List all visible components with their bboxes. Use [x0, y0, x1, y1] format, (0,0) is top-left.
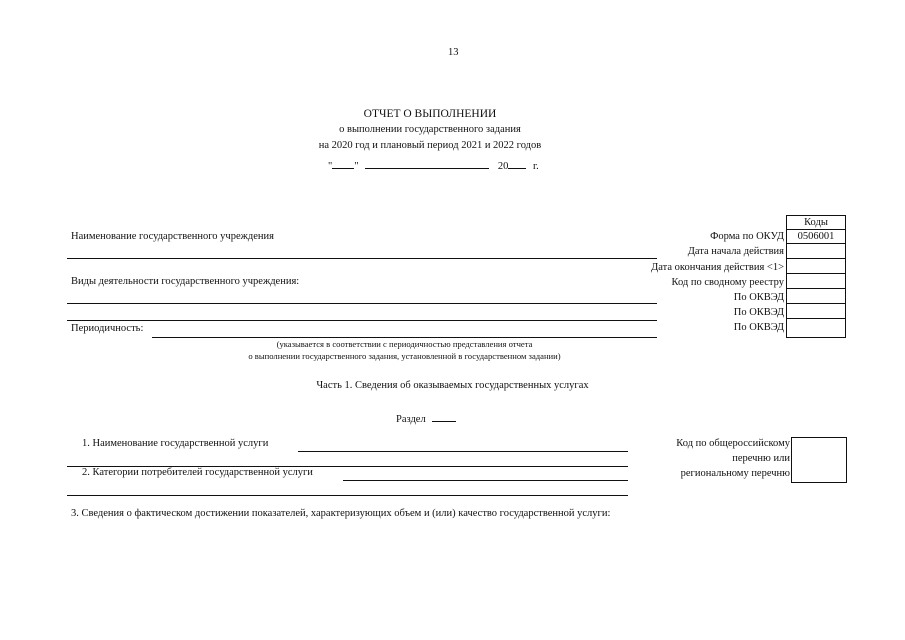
report-subtitle-1: о выполнении государственного задания: [339, 124, 521, 135]
activity-types-line-1[interactable]: [67, 303, 657, 304]
section-row: [396, 410, 456, 425]
date-quote-open: ": [328, 161, 333, 172]
periodicity-note-2: о выполнении государственного задания, установленной в государственном задании): [248, 351, 561, 361]
code-row-label: Форма по ОКУД: [710, 231, 784, 242]
section-label: Раздел: [396, 414, 426, 425]
part1-title: Часть 1. Сведения об оказываемых государственных услугах: [316, 380, 589, 391]
activity-types-label: Виды деятельности государственного учреждения:: [71, 276, 300, 287]
code-row-label: Код по сводному реестру: [671, 277, 784, 288]
institution-name-line[interactable]: [67, 258, 657, 259]
activity-types-line-2[interactable]: [67, 320, 657, 321]
code-row-label: Дата окончания действия <1>: [651, 262, 784, 273]
date-year-blank[interactable]: [508, 157, 526, 169]
section-number-blank[interactable]: [432, 410, 456, 422]
report-title: ОТЧЕТ О ВЫПОЛНЕНИИ: [363, 108, 497, 120]
consumer-categories-label: 2. Категории потребителей государственной услуги: [82, 467, 313, 478]
codes-header: Коды: [786, 215, 846, 230]
code-row-value[interactable]: [786, 258, 846, 274]
date-year-prefix: 20: [497, 161, 509, 172]
code-row-label: По ОКВЭД: [733, 322, 784, 333]
code-row-value[interactable]: [786, 318, 846, 338]
code-row-label: Дата начала действия: [687, 246, 784, 257]
code-row-value[interactable]: [786, 303, 846, 319]
code-row-label: По ОКВЭД: [733, 292, 784, 303]
page-number: 13: [448, 47, 459, 58]
code-row-value[interactable]: [786, 243, 846, 259]
registry-code-label-3: региональному перечню: [680, 468, 790, 479]
registry-code-box[interactable]: [791, 437, 847, 483]
indicators-heading: 3. Сведения о фактическом достижении показателей, характеризующих объем и (или) качество государственной услуги:: [71, 508, 611, 519]
date-suffix: г.: [532, 161, 539, 172]
date-day-blank[interactable]: [332, 157, 354, 169]
report-subtitle-2: на 2020 год и плановый период 2021 и 2022 годов: [318, 140, 542, 151]
consumer-categories-line-1[interactable]: [343, 480, 628, 481]
institution-name-label: Наименование государственного учреждения: [71, 231, 274, 242]
report-date-line: [328, 157, 539, 172]
service-name-label: 1. Наименование государственной услуги: [82, 438, 269, 449]
consumer-categories-line-2[interactable]: [67, 495, 628, 496]
code-row-value[interactable]: [786, 273, 846, 289]
periodicity-label: Периодичность:: [71, 323, 144, 334]
registry-code-label-1: Код по общероссийскому: [676, 438, 790, 449]
periodicity-line[interactable]: [152, 337, 657, 338]
service-name-line-1[interactable]: [298, 451, 628, 452]
date-month-blank[interactable]: [365, 157, 489, 169]
registry-code-label-2: перечню или: [732, 453, 790, 464]
code-row-value[interactable]: [786, 288, 846, 304]
code-row-label: По ОКВЭД: [733, 307, 784, 318]
periodicity-note-1: (указывается в соответствии с периодичностью представления отчета: [276, 339, 533, 349]
code-row-value: 0506001: [786, 229, 846, 244]
date-quote-close: ": [354, 161, 359, 172]
